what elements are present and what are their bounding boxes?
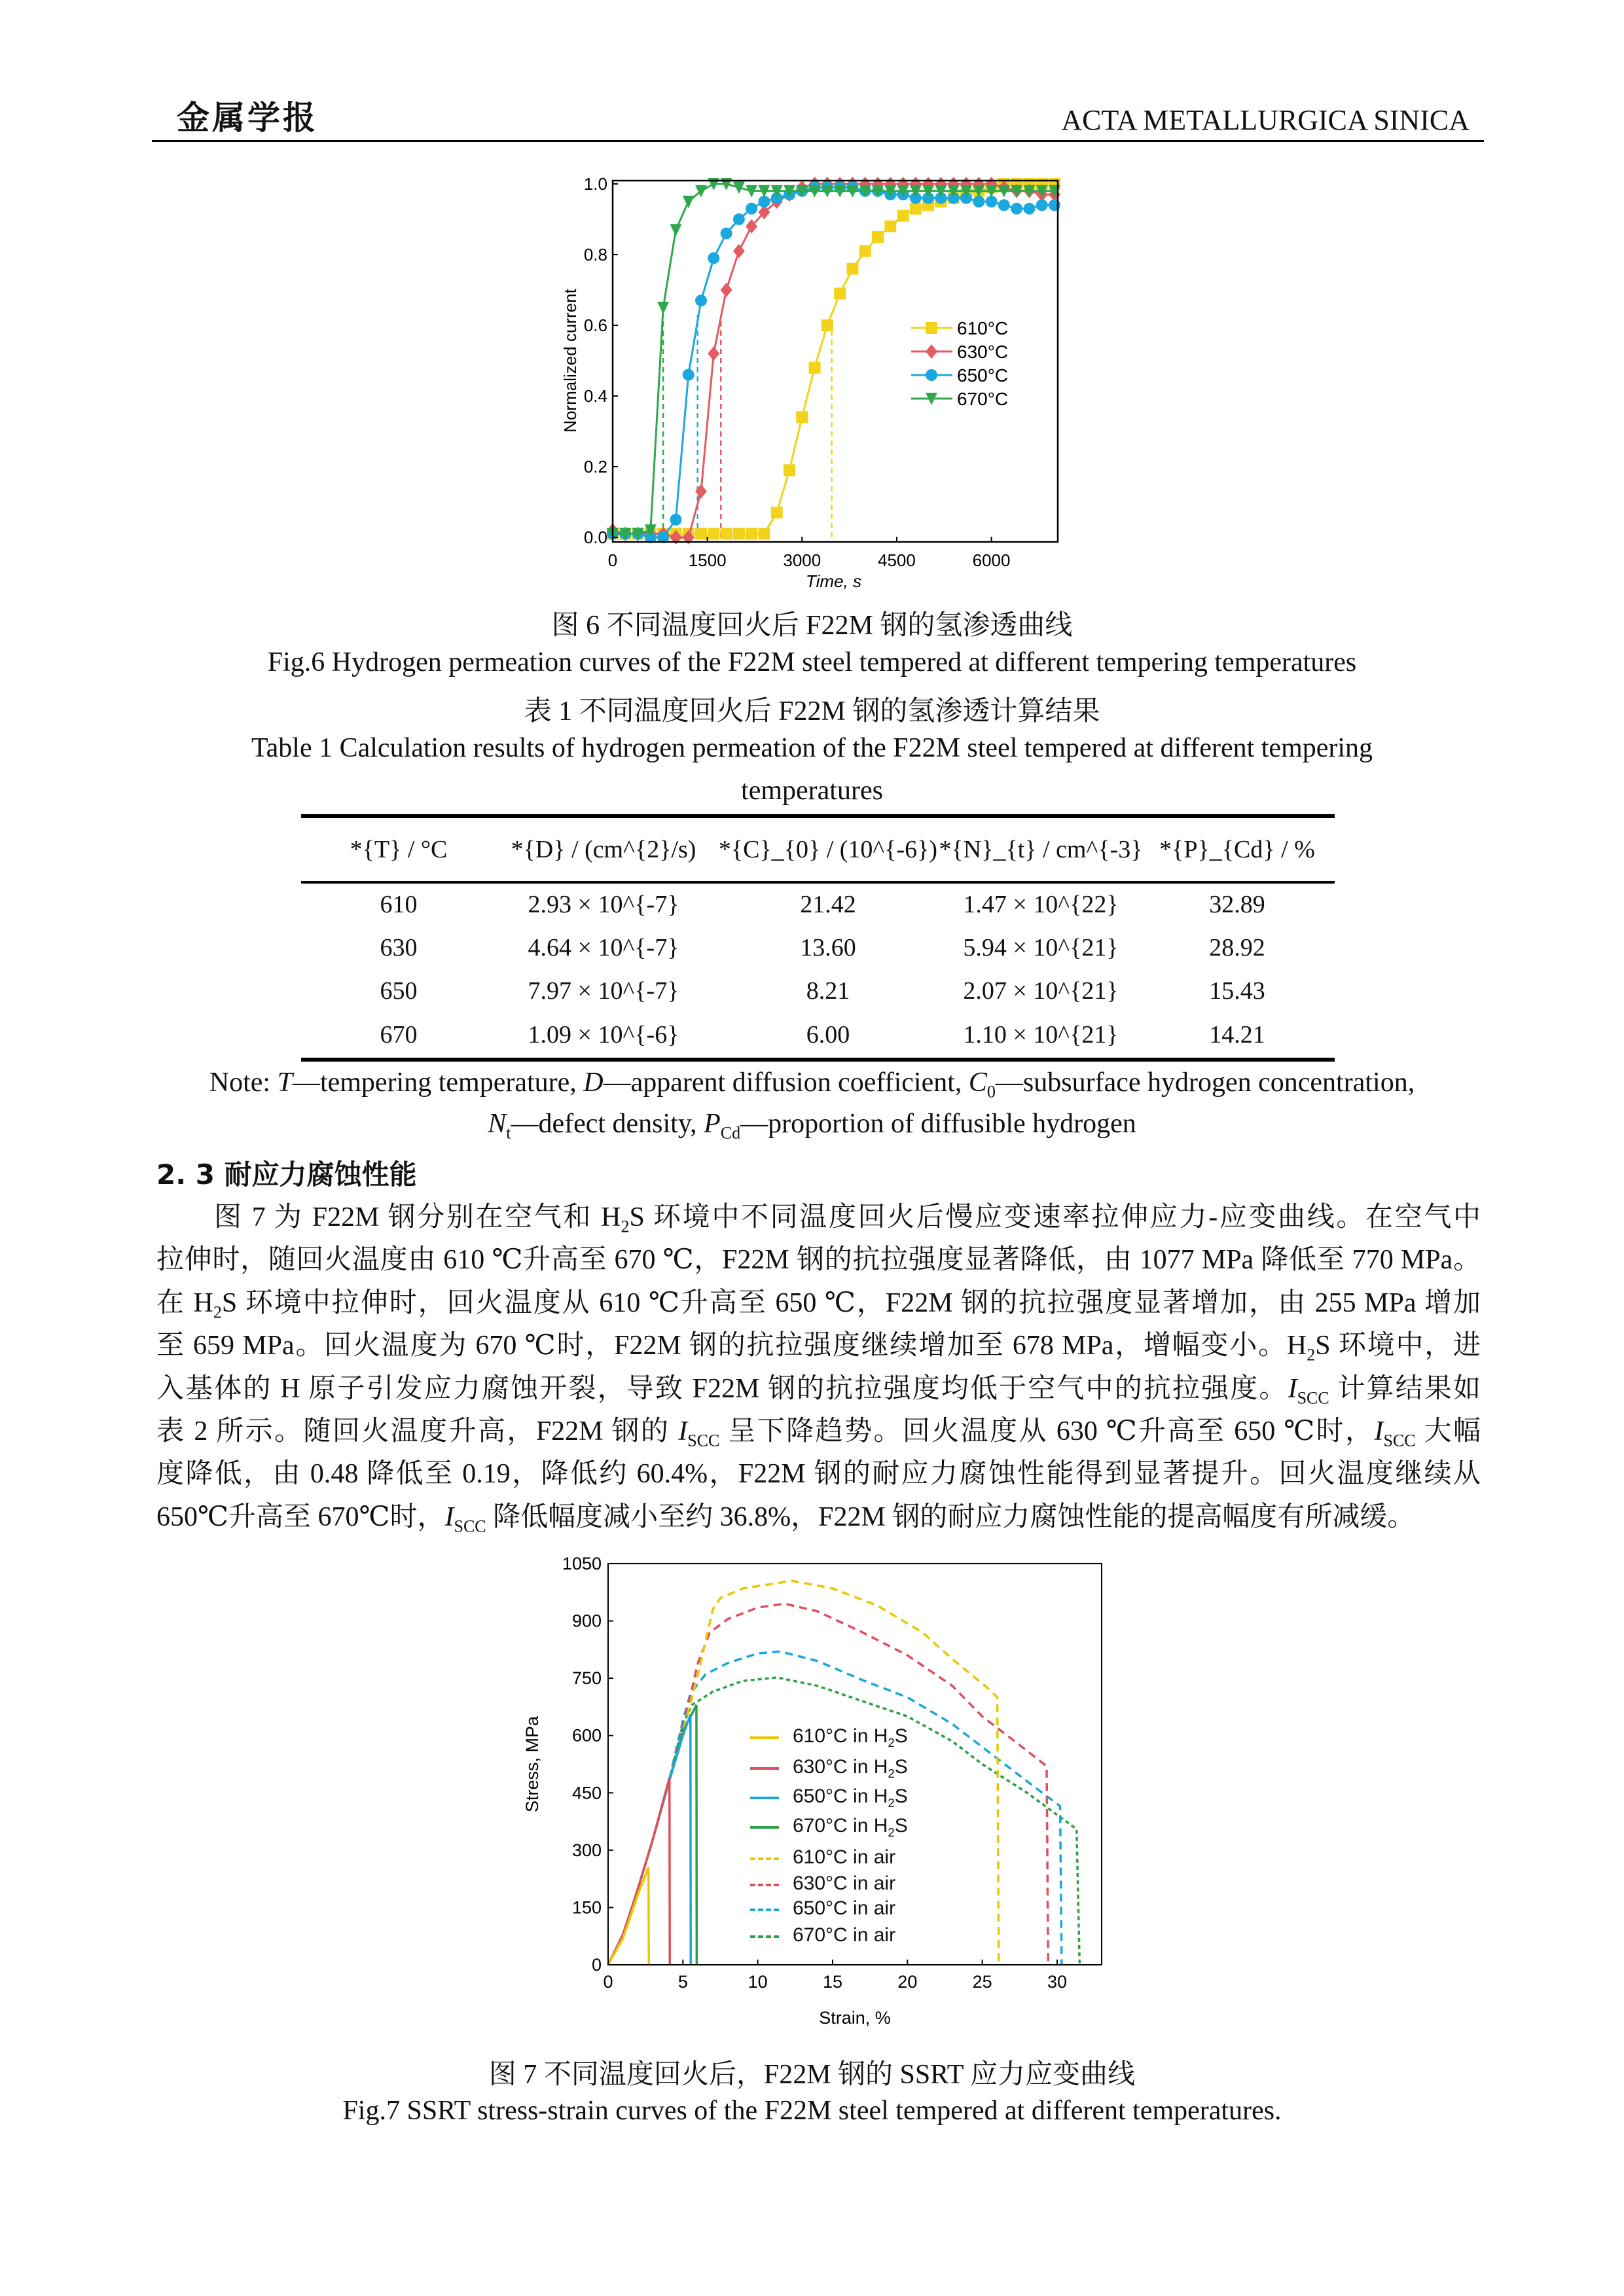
data-point bbox=[834, 287, 846, 299]
data-point bbox=[708, 528, 719, 540]
paragraph-line: 650℃升高至 670℃时，$I_{SCC}$ 降低幅度减小至约 36.8%，F22M 钢的耐应力腐蚀性能的提高幅度有所减缓。 bbox=[156, 1501, 1415, 1536]
data-point bbox=[670, 224, 681, 236]
legend-label: 650°C in $H_2S$ bbox=[793, 1785, 908, 1810]
y-tick-label: 1050 bbox=[562, 1554, 602, 1573]
y-tick-label: 450 bbox=[571, 1783, 602, 1803]
data-point bbox=[1049, 199, 1060, 211]
legend-label: 650°C in air bbox=[793, 1897, 896, 1919]
y-tick-label: 0.2 bbox=[583, 457, 607, 476]
fig7-caption-en: Fig.7 SSRT stress-strain curves of the F22M steel tempered at different temperatures. bbox=[342, 2096, 1282, 2126]
x-tick-label: 10 bbox=[748, 1972, 768, 1992]
table1-caption-en: Table 1 Calculation results of hydrogen permeation of the F22M steel tempered at different tempering bbox=[251, 733, 1373, 763]
y-tick-label: 0.0 bbox=[583, 528, 607, 547]
paragraph-line: 拉伸时，随回火温度由 610 ℃升高至 670 ℃，F22M 钢的抗拉强度显著降低，由 1077 MPa 降低至 770 MPa。 bbox=[156, 1245, 1481, 1276]
table-note-line1: Note: T—tempering temperature, D—apparent diffusion coefficient, $C_0—subsurface$ hydrogen concentration, bbox=[209, 1067, 1415, 1102]
journal-name: ACTA METALLURGICA SINICA bbox=[1061, 104, 1470, 136]
table-note-line2: $N_t—defect$ density, $P_{Cd}—proportion$ of diffusible hydrogen bbox=[488, 1109, 1136, 1143]
legend-swatch bbox=[750, 1935, 779, 1938]
y-axis-title: Stress, MPa bbox=[522, 1715, 542, 1813]
data-point bbox=[721, 228, 732, 240]
table-cell: 4.64 × 10^{-7} bbox=[528, 934, 679, 961]
y-tick-label: 150 bbox=[571, 1897, 602, 1918]
paragraph-line: 在 $H_2S$ 环境中拉伸时，回火温度从 610 ℃升高至 650 ℃，F22M 钢的抗拉强度显著增加，由 255 MPa 增加 bbox=[156, 1287, 1481, 1322]
data-point bbox=[758, 528, 770, 540]
legend-swatch bbox=[750, 1797, 779, 1799]
y-tick-label: 0.6 bbox=[583, 315, 607, 335]
table-cell: 28.92 bbox=[1209, 934, 1265, 961]
x-tick-label: 15 bbox=[822, 1972, 843, 1992]
data-point bbox=[859, 245, 871, 257]
data-point bbox=[821, 319, 833, 331]
table-cell: 5.94 × 10^{21} bbox=[963, 934, 1119, 961]
data-point bbox=[872, 231, 884, 243]
data-point bbox=[708, 346, 719, 361]
table-cell: 650 bbox=[380, 977, 418, 1005]
legend-label: 670°C in air bbox=[793, 1924, 896, 1946]
data-point bbox=[784, 464, 795, 476]
data-point bbox=[846, 263, 858, 275]
data-point bbox=[733, 244, 745, 259]
legend-swatch bbox=[750, 1857, 779, 1860]
data-point bbox=[746, 203, 757, 215]
fig6-caption-en: Fig.6 Hydrogen permeation curves of the F22M steel tempered at different tempering temperatures bbox=[267, 647, 1357, 677]
y-axis-title: Normalized current bbox=[560, 289, 580, 433]
data-point bbox=[683, 369, 695, 381]
table-cell: 630 bbox=[380, 934, 418, 961]
table-cell: 13.60 bbox=[800, 934, 856, 961]
data-point bbox=[683, 196, 695, 208]
legend-label: 670°C bbox=[957, 389, 1009, 409]
table-cell: 1.47 × 10^{22} bbox=[963, 891, 1119, 918]
y-tick-label: 1.0 bbox=[583, 174, 607, 194]
x-tick-label: 1500 bbox=[688, 550, 727, 570]
data-point bbox=[721, 283, 732, 297]
data-point bbox=[708, 252, 719, 264]
x-tick-label: 0 bbox=[603, 1972, 613, 1992]
x-tick-label: 20 bbox=[897, 1972, 918, 1992]
data-point bbox=[721, 528, 732, 540]
y-tick-label: 0 bbox=[591, 1955, 602, 1975]
y-tick-label: 0.4 bbox=[583, 386, 607, 406]
legend-swatch bbox=[750, 1767, 779, 1770]
data-point bbox=[733, 213, 745, 225]
series-line bbox=[608, 1778, 670, 1965]
y-tick-label: 300 bbox=[571, 1840, 602, 1860]
legend-label: 610°C in $H_2S$ bbox=[793, 1725, 908, 1749]
series-line bbox=[613, 187, 1055, 537]
legend-label: 630°C in $H_2S$ bbox=[793, 1756, 908, 1780]
paragraph-line: 度降低，由 0.48 降低至 0.19，降低约 60.4%，F22M 钢的耐应力腐蚀性能得到显著提升。回火温度继续从 bbox=[156, 1459, 1481, 1490]
data-point bbox=[746, 528, 757, 540]
data-point bbox=[1011, 203, 1022, 215]
table-cell: 6.00 bbox=[806, 1021, 850, 1049]
data-point bbox=[1036, 199, 1048, 211]
legend-label: 630°C in air bbox=[793, 1873, 896, 1894]
data-point bbox=[771, 507, 783, 518]
journal-logo: 金属学报 bbox=[177, 98, 318, 137]
x-tick-label: 25 bbox=[972, 1972, 992, 1992]
table-cell: 610 bbox=[380, 891, 418, 918]
table-cell: 670 bbox=[380, 1021, 418, 1049]
data-point bbox=[910, 203, 922, 215]
legend-label: 610°C bbox=[957, 318, 1009, 338]
data-point bbox=[897, 210, 909, 222]
x-tick-label: 5 bbox=[677, 1972, 688, 1992]
data-point bbox=[809, 362, 821, 374]
legend-swatch bbox=[750, 1909, 779, 1911]
x-axis-title: Strain, % bbox=[819, 2008, 891, 2028]
y-tick-label: 900 bbox=[571, 1611, 602, 1631]
legend-marker bbox=[926, 369, 937, 381]
table-cell: 2.93 × 10^{-7} bbox=[528, 891, 679, 918]
x-tick-label: 30 bbox=[1047, 1972, 1068, 1992]
data-point bbox=[657, 302, 669, 314]
series-line bbox=[608, 1705, 696, 1965]
legend-label: 670°C in $H_2S$ bbox=[793, 1815, 908, 1839]
fig7-caption-cn: 图 7 不同温度回火后，F22M 钢的 SSRT 应力应变曲线 bbox=[488, 2060, 1136, 2090]
legend-marker bbox=[926, 322, 937, 334]
legend-label: 610°C in air bbox=[793, 1846, 896, 1868]
data-point bbox=[695, 295, 707, 306]
table-header-cell: *{P}_{Cd} / % bbox=[1159, 836, 1315, 863]
legend-label: 630°C bbox=[957, 342, 1009, 362]
data-point bbox=[998, 199, 1010, 211]
fig6-caption-cn: 图 6 不同温度回火后 F22M 钢的氢渗透曲线 bbox=[551, 611, 1073, 641]
data-point bbox=[670, 514, 681, 526]
table-cell: 14.21 bbox=[1209, 1021, 1265, 1049]
table-header-cell: *{T} / °C bbox=[350, 836, 448, 863]
table-cell: 32.89 bbox=[1209, 891, 1265, 918]
paragraph-line: 入基体的 H 原子引发应力腐蚀开裂，导致 F22M 钢的抗拉强度均低于空气中的抗拉强度。$I_{SCC}$ 计算结果如 bbox=[156, 1373, 1481, 1407]
table-header-rule bbox=[301, 881, 1335, 884]
table-cell: 7.97 × 10^{-7} bbox=[528, 977, 679, 1005]
hydrogen-permeation-chart bbox=[524, 157, 1113, 609]
table1-caption-cn: 表 1 不同温度回火后 F22M 钢的氢渗透计算结果 bbox=[524, 696, 1100, 726]
table-header-cell: *{N}_{t} / cm^{-3} bbox=[939, 836, 1143, 863]
legend-swatch bbox=[750, 1884, 779, 1886]
x-tick-label: 0 bbox=[607, 550, 618, 570]
section-heading: 2. 3 耐应力腐蚀性能 bbox=[156, 1158, 417, 1191]
y-tick-label: 600 bbox=[571, 1725, 602, 1746]
table1-caption-en-cont: temperatures bbox=[741, 776, 883, 806]
legend-swatch bbox=[750, 1736, 779, 1739]
table-cell: 15.43 bbox=[1209, 977, 1265, 1005]
data-point bbox=[1023, 203, 1035, 215]
table-cell: 21.42 bbox=[800, 891, 856, 918]
legend-label: 650°C bbox=[957, 365, 1009, 386]
table-cell: 8.21 bbox=[806, 977, 850, 1005]
table-header-cell: *{D} / (cm^{2}/s) bbox=[511, 836, 696, 863]
x-tick-label: 4500 bbox=[878, 550, 916, 570]
data-point bbox=[733, 528, 745, 540]
table-top-rule bbox=[301, 814, 1335, 818]
y-tick-label: 750 bbox=[571, 1668, 602, 1689]
legend-marker bbox=[926, 344, 937, 359]
table-cell: 1.10 × 10^{21} bbox=[963, 1021, 1119, 1049]
legend-swatch bbox=[750, 1826, 779, 1829]
data-point bbox=[884, 221, 896, 232]
data-point bbox=[695, 528, 707, 540]
x-tick-label: 6000 bbox=[972, 550, 1011, 570]
table-header-cell: *{C}_{0} / (10^{-6}) bbox=[718, 836, 938, 863]
paragraph-line: 至 659 MPa。回火温度为 670 ℃时，F22M 钢的抗拉强度继续增加至 678 MPa，增幅变小。$H_2S$ 环境中，进 bbox=[156, 1331, 1481, 1365]
paragraph-line: 图 7 为 F22M 钢分别在空气和 $H_2S$ 环境中不同温度回火后慢应变速率拉伸应力-应变曲线。在空气中 bbox=[214, 1202, 1481, 1236]
data-point bbox=[796, 411, 808, 423]
table-cell: 2.07 × 10^{21} bbox=[963, 977, 1119, 1005]
paragraph-line: 表 2 所示。随回火温度升高，F22M 钢的 $I_{SCC}$ 呈下降趋势。回火温度从 630 ℃升高至 650 ℃时，$I_{SCC}$ 大幅 bbox=[156, 1416, 1481, 1450]
table-bottom-rule bbox=[301, 1058, 1335, 1062]
table-cell: 1.09 × 10^{-6} bbox=[528, 1021, 679, 1049]
x-axis-title: Time, s bbox=[806, 571, 861, 591]
y-tick-label: 0.8 bbox=[583, 245, 607, 264]
x-tick-label: 3000 bbox=[783, 550, 821, 570]
header-rule bbox=[152, 140, 1484, 142]
